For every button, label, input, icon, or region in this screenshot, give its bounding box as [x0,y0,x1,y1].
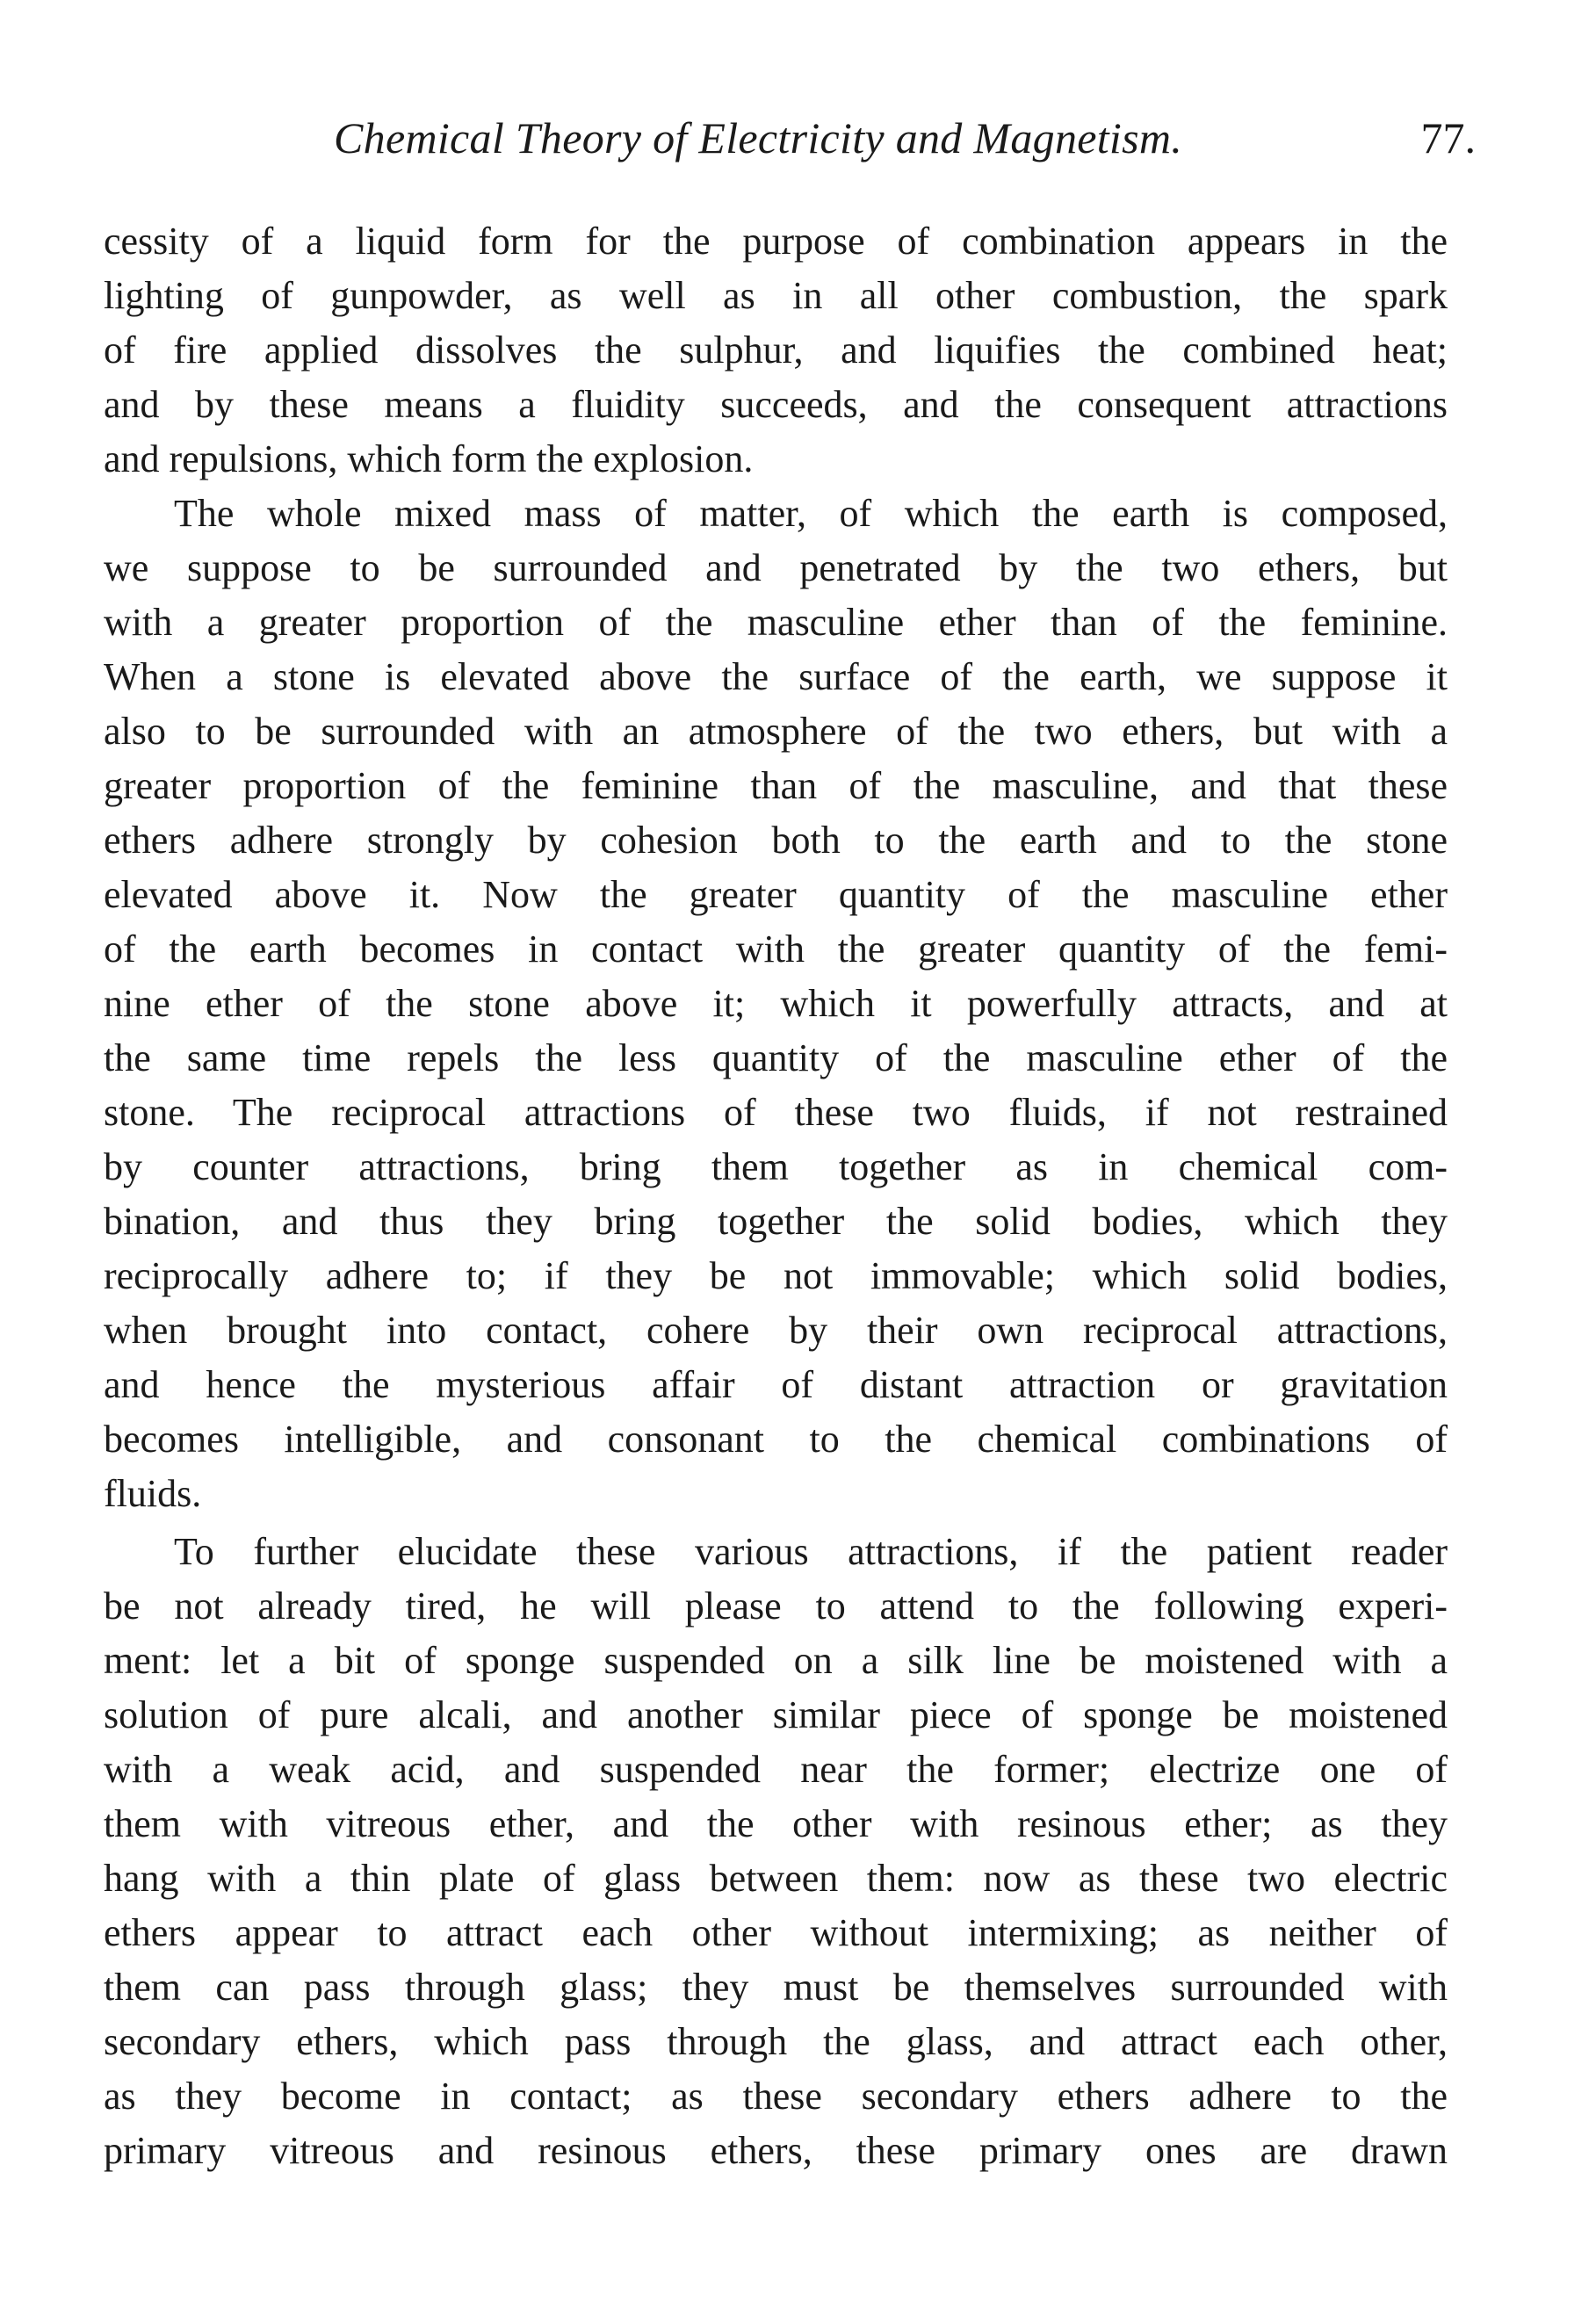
text-line: The whole mixed mass of matter, of which the earth is composed, [174,492,1448,535]
text-line: and by these means a fluidity succeeds, and the consequent attractions [104,383,1448,426]
text-line: cessity of a liquid form for the purpose of combination appears in the [104,220,1448,263]
text-line: the same time repels the less quantity of the masculine ether of the [104,1036,1448,1079]
text-line: ment: let a bit of sponge suspended on a silk line be moistened with a [104,1639,1448,1682]
text-line: we suppose to be surrounded and penetrated by the two ethers, but [104,546,1448,589]
paragraph-1 [104,214,1448,487]
text-line: nine ether of the stone above it; which it powerfully attracts, and at [104,982,1448,1025]
text-line: solution of pure alcali, and another similar piece of sponge be moistened [104,1693,1448,1736]
body-text [104,214,1448,2178]
text-line: as they become in contact; as these secondary ethers adhere to the [104,2075,1448,2118]
text-line: fluids. [104,1472,202,1515]
text-line: becomes intelligible, and consonant to the chemical combinations of [104,1418,1448,1461]
text-line: reciprocally adhere to; if they be not immovable; which solid bodies, [104,1254,1448,1297]
text-line: with a weak acid, and suspended near the former; electrize one of [104,1748,1448,1791]
text-line: be not already tired, he will please to attend to the following experi- [104,1584,1448,1628]
text-line: primary vitreous and resinous ethers, these primary ones are drawn [104,2129,1448,2172]
text-line: and hence the mysterious affair of distant attraction or gravitation [104,1363,1448,1406]
paragraph-3 [104,1525,1448,2178]
text-line: bination, and thus they bring together the solid bodies, which they [104,1200,1448,1243]
text-line: when brought into contact, cohere by their own reciprocal attractions, [104,1309,1448,1352]
text-line: hang with a thin plate of glass between them: now as these two electric [104,1857,1448,1900]
text-line: with a greater proportion of the masculine ether than of the feminine. [104,601,1448,644]
text-line: of the earth becomes in contact with the greater quantity of the femi- [104,927,1448,971]
text-line: To further elucidate these various attractions, if the patient reader [174,1530,1448,1573]
text-line: them can pass through glass; they must be themselves surrounded with [104,1966,1448,2009]
running-head: Chemical Theory of Electricity and Magnetism. [334,113,1183,162]
paragraph-2 [104,487,1448,1521]
text-line: When a stone is elevated above the surface of the earth, we suppose it [104,655,1448,698]
page-header [334,112,1476,174]
text-line: elevated above it. Now the greater quantity of the masculine ether [104,873,1448,916]
text-line: ethers appear to attract each other without intermixing; as neither of [104,1911,1448,1954]
text-line: secondary ethers, which pass through the glass, and attract each other, [104,2020,1448,2063]
text-line: also to be surrounded with an atmosphere of the two ethers, but with a [104,710,1448,753]
text-line: by counter attractions, bring them together as in chemical com- [104,1145,1448,1188]
text-line: ethers adhere strongly by cohesion both to the earth and to the stone [104,819,1448,862]
text-line: greater proportion of the feminine than of the masculine, and that these [104,764,1448,807]
text-line: of fire applied dissolves the sulphur, and liquifies the combined heat; [104,328,1448,372]
text-line: stone. The reciprocal attractions of these two fluids, if not restrained [104,1091,1448,1134]
text-line: and repulsions, which form the explosion. [104,437,754,480]
text-line: them with vitreous ether, and the other with resinous ether; as they [104,1802,1448,1845]
page-number: 77. [1420,113,1476,162]
text-line: lighting of gunpowder, as well as in all other combustion, the spark [104,274,1448,317]
